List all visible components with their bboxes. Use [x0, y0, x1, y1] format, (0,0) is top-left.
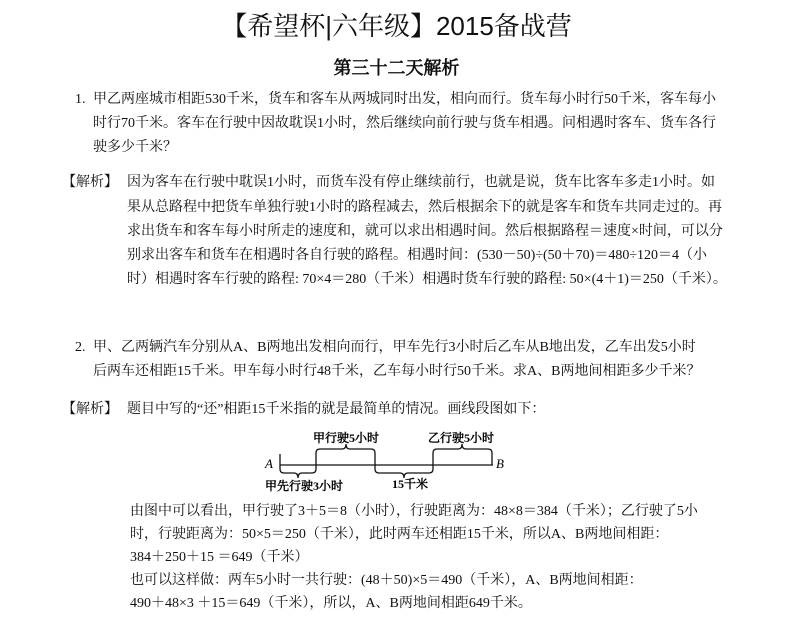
analysis-line: 384＋250＋15 ＝649（千米） — [130, 550, 309, 565]
analysis-line: 果从总路程中把货车单独行驶1小时的路程减去，然后根据余下的就是客车和货车共同走过的。再 — [127, 200, 722, 215]
line-segment-diagram — [0, 428, 793, 498]
question-number: 2. — [75, 340, 86, 355]
brace-yi-5h — [433, 444, 492, 465]
question-number: 1. — [75, 92, 86, 107]
analysis-line: 时，行驶距离为：50×5＝250（千米），此时两车还相距15千米，所以A、B两地间相距： — [130, 527, 669, 542]
page-subtitle: 第三十二天解析 — [333, 58, 460, 78]
analysis-line: 求出货车和客车每小时所走的速度和，就可以求出相遇时间。然后根据路程＝速度×时间，可以分 — [127, 224, 723, 239]
analysis-line: 因为客车在行驶中耽误1小时，而货车没有停止继续前行，也就是说，货车比客车多走1小时。如 — [127, 175, 715, 190]
point-a-label: A — [265, 456, 273, 471]
label-jia-first-3h: 甲先行驶3小时 — [265, 479, 344, 493]
analysis-line: 时）相遇时客车行驶的路程: 70×4＝280（千米）相遇时货车行驶的路程: 50×(4＋1)＝250（千米）。 — [127, 272, 727, 287]
analysis-label: 【解析】 — [62, 402, 118, 417]
analysis-line: 由图中可以看出，甲行驶了3＋5＝8（小时），行驶距离为：48×8＝384（千米）；乙行驶了5小 — [130, 504, 698, 519]
analysis-label: 【解析】 — [62, 175, 118, 190]
label-yi-5h: 乙行驶5小时 — [428, 431, 495, 445]
analysis-intro: 题目中写的“还”相距15千米指的就是最简单的情况。画线段图如下： — [127, 402, 546, 417]
brace-jia-first-3h — [280, 465, 316, 478]
question-line: 甲、乙两辆汽车分别从A、B两地出发相向而行，甲车先行3小时后乙车从B地出发，乙车出发5小时 — [93, 340, 696, 355]
brace-jia-5h — [316, 444, 375, 465]
question-line: 后两车还相距15千米。甲车每小时行48千米，乙车每小时行50千米。求A、B两地间相距多少千米？ — [93, 364, 701, 379]
question-line: 时行70千米。客车在行驶中因故耽误1小时，然后继续向前行驶与货车相遇。问相遇时客车、货车各行 — [93, 116, 716, 131]
page-title: 【希望杯|六年级】2015备战营 — [221, 11, 572, 41]
label-jia-5h: 甲行驶5小时 — [313, 431, 380, 445]
question-line: 驶多少千米？ — [93, 140, 177, 155]
analysis-line: 490＋48×3 ＋15＝649（千米），所以，A、B两地间相距649千米。 — [130, 596, 532, 611]
label-15km: 15千米 — [392, 477, 429, 491]
analysis-line: 别求出客车和货车在相遇时各自行驶的路程。相遇时间：(530－50)÷(50＋70)＝480÷120＝4（小 — [127, 248, 708, 263]
analysis-line: 也可以这样做：两车5小时一共行驶：(48＋50)×5＝490（千米），A、B两地间相距： — [130, 573, 643, 588]
question-line: 甲乙两座城市相距530千米，货车和客车从两城同时出发，相向而行。货车每小时行50千米，客车每小 — [93, 92, 716, 107]
point-b-label: B — [496, 456, 504, 471]
